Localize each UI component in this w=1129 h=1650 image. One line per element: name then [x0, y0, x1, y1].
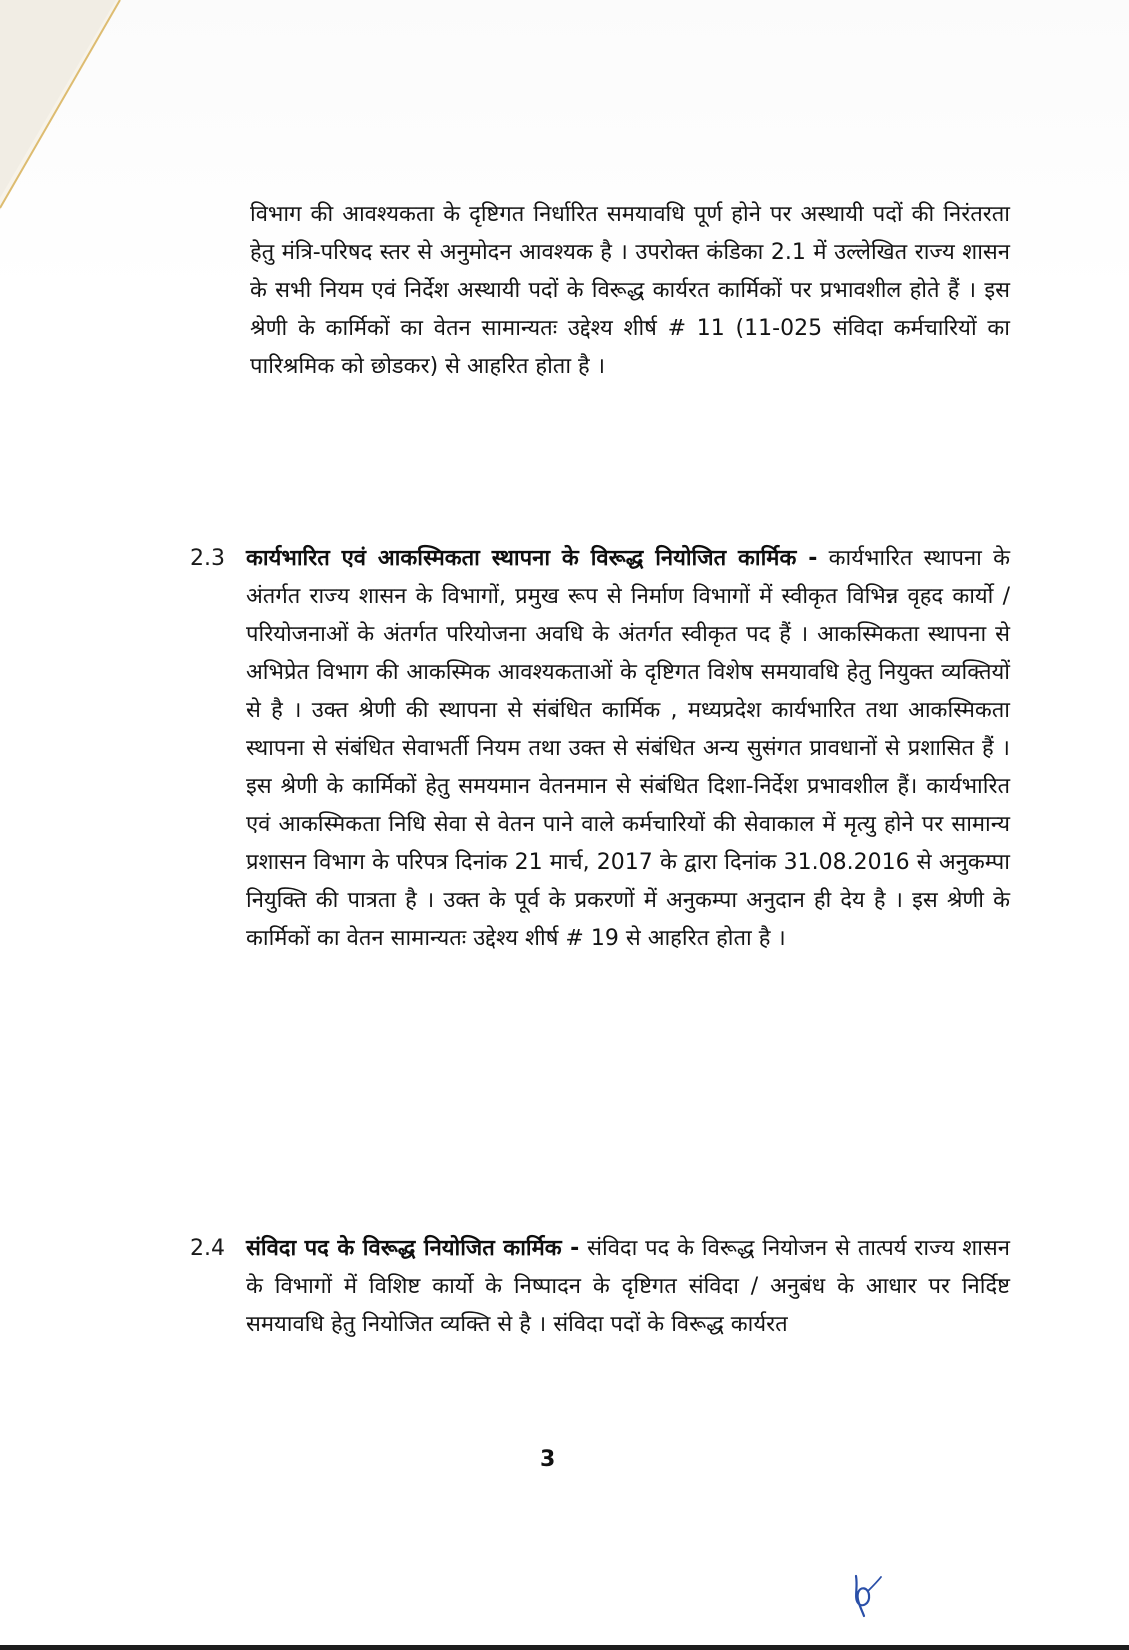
section-body [246, 1230, 1010, 1344]
section-number: 2.4 [190, 1236, 225, 1261]
section-2-3 [190, 540, 1010, 958]
section-2-4 [190, 1230, 1010, 1344]
page-fold-icon [0, 0, 150, 220]
bottom-edge [0, 1645, 1129, 1650]
section-text: संविदा पद के विरूद्ध नियोजन से तात्पर्य राज्य शासन के विभागों में विशिष्ट कार्यो के निष्पादन के दृष्टिगत संविदा / अनुबंध के आधार पर निर्दिष्ट समयावधि हेतु नियोजित व्यक्ति से है । संविदा पदों के विरूद्ध कार्यरत [246, 1236, 1010, 1337]
section-body [246, 540, 1010, 958]
section-number: 2.3 [190, 546, 225, 571]
handwritten-initials-icon [846, 1568, 886, 1618]
section-text: कार्यभारित स्थापना के अंतर्गत राज्य शासन के विभागों, प्रमुख रूप से निर्माण विभागों में स्वीकृत विभिन्न वृहद कार्यो / परियोजनाओं के अंतर्गत परियोजना अवधि के अंतर्गत स्वीकृत पद हैं । आकस्मिकता स्थापना से अभिप्रेत विभाग की आकस्मिक आवश्यकताओं के दृष्टिगत विशेष समयावधि हेतु नियुक्त व्यक्तियों से है । उक्त श्रेणी की स्थापना से संबंधित कार्मिक , मध्यप्रदेश कार्यभारित तथा आकस्मिकता स्थापना से संबंधित सेवाभर्ती नियम तथा उक्त से संबंधित अन्य सुसंगत प्रावधानों से प्रशासित हैं । इस श्रेणी के कार्मिकों हेतु समयमान वेतनमान से संबंधित दिशा-निर्देश प्रभावशील हैं। कार्यभारित एवं आकस्मिकता निधि सेवा से वेतन पाने वाले कर्मचारियों की सेवाकाल में मृत्यु होने पर सामान्य प्रशासन विभाग के परिपत्र दिनांक 21 मार्च, 2017 के द्वारा दिनांक 31.08.2016 से अनुकम्पा नियुक्ति की पात्रता है । उक्त के पूर्व के प्रकरणों में अनुकम्पा अनुदान ही देय है । इस श्रेणी के कार्मिकों का वेतन सामान्यतः उद्देश्य शीर्ष # 19 से आहरित होता है । [246, 546, 1010, 951]
intro-paragraph: विभाग की आवश्यकता के दृष्टिगत निर्धारित समयावधि पूर्ण होने पर अस्थायी पदों की निरंतरता हेतु मंत्रि-परिषद स्तर से अनुमोदन आवश्यक है । उपरोक्त कंडिका 2.1 में उल्लेखित राज्य शासन के सभी नियम एवं निर्देश अस्थायी पदों के विरूद्ध कार्यरत कार्मिकों पर प्रभावशील होते हैं । इस श्रेणी के कार्मिकों का वेतन सामान्यतः उद्देश्य शीर्ष # 11 (11-025 संविदा कर्मचारियों का पारिश्रमिक को छोडकर) से आहरित होता है । [250, 202, 1010, 379]
page-number: 3 [540, 1447, 556, 1472]
section-heading: कार्यभारित एवं आकस्मिकता स्थापना के विरूद्ध नियोजित कार्मिक - [246, 546, 818, 571]
section-heading: संविदा पद के विरूद्ध नियोजित कार्मिक - [246, 1236, 580, 1261]
